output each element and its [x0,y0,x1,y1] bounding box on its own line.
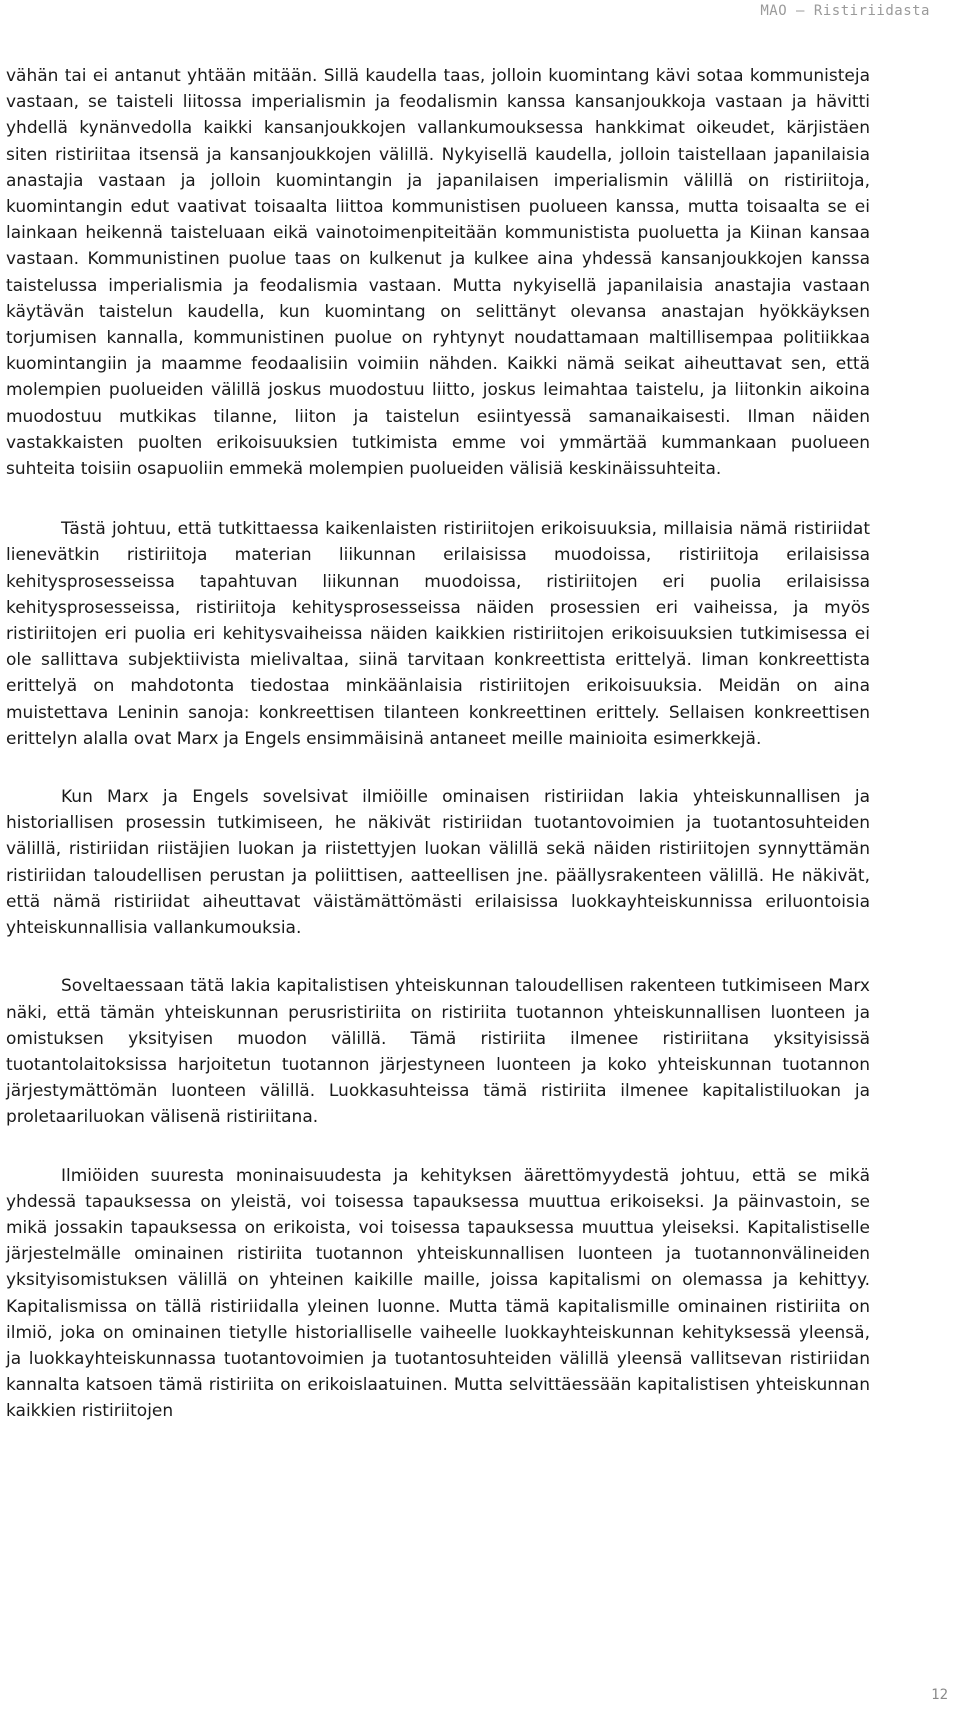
running-header: MAO – Ristiriidasta [760,3,930,19]
paragraph: Soveltaessaan tätä lakia kapitalistisen yhteiskunnan taloudellisen rakenteen tutkimiseen Marx näki, että tämän yhteiskunnan perusristiriita on ristiriita tuotannon yhteiskunnallisen luonteen ja omistuksen yksityisen muodon välillä. Tämä ristiriita ilmenee ristiriitana yksityisissä tuotantolaitoksissa harjoitetun tuotannon järjestyneen luonteen ja koko yhteiskunnan tuotannon järjestymättömän luonteen välillä. Luokkasuhteissa tämä ristiriita ilmenee kapitalistiluokan ja proletaariluokan välisenä ristiriitana. [6,976,870,1128]
paragraph: Tästä johtuu, että tutkittaessa kaikenlaisten ristiriitojen erikoisuuksia, millaisia nämä ristiriidat lienevätkin ristiriitoja materian liikunnan erilaisissa muodoissa, ristiriitoja erilaisissa kehitysprosesseissa tapahtuvan liikunnan muodoissa, ristiriitojen eri puolia erilaisissa kehitysprosesseissa, ristiriitoja kehitysprosesseissa näiden prosessien eri vaiheissa, ja myös ristiriitojen eri puolia eri kehitysvaiheissa näiden kaikkien ristiriitojen erikoisuuksien tutkimisessa ei ole sallittava subjektiivista mielivaltaa, siinä tarvitaan konkreettista erittelyä. Iiman konkreettista erittelyä on mahdotonta tiedostaa minkäänlaisia ristiriitojen erikoisuuksia. Meidän on aina muistettava Leninin sanoja: konkreettisen tilanteen konkreettinen erittely. Sellaisen konkreettisen erittelyn alalla ovat Marx ja Engels ensimmäisinä antaneet meille mainioita esimerkkejä. [6,519,870,749]
paragraph-continued: vähän tai ei antanut yhtään mitään. Sillä kaudella taas, jolloin kuomintang kävi sotaa kommunisteja vastaan, se taisteli liitossa imperialismin ja feodalismin kanssa kansanjoukkoja vastaan ja hävitti yhdellä kynänvedolla kaikki kansanjoukkojen vallankumouksessa hankkimat oikeudet, kärjistäen siten ristiriitaa itsensä ja kansanjoukkojen välillä. Nykyisellä kaudella, jolloin taistellaan japanilaisia anastajia vastaan ja jolloin kuomintangin ja japanilaisen imperialismin välillä on ristiriitoja, kuomintangin edut vaativat toisaalta liittoa kommunistisen puolueen kanssa, mutta toisaalta se ei lainkaan heikennä taisteluaan eikä vainotoimenpiteitään kommunistista puoluetta ja Kiinan kansaa vastaan. Kommunistinen puolue taas on kulkenut ja kulkee aina yhdessä kansanjoukkojen kanssa taistelussa imperialismia ja feodalismia vastaan. Mutta nykyisellä japanilaisia anastajia vastaan käytävän taistelun kaudella, kun kuomintang on selittänyt olevansa anastajan hyökkäyksen torjumisen kannalla, kommunistinen puolue on ryhtynyt noudattamaan maltillisempaa politiikkaa kuomintangiin ja maamme feodaalisiin voimiin nähden. Kaikki nämä seikat aiheuttavat sen, että molempien puolueiden välillä joskus muodostuu liitto, joskus leimahtaa taistelu, ja liitonkin aikoina muodostuu mutkikas tilanne, liiton ja taistelun esiintyessä samanaikaisesti. Ilman näiden vastakkaisten puolten erikoisuuksien tutkimista emme voi ymmärtää kummankaan puolueen suhteita toisiin osapuoliin emmekä molempien puolueiden välisiä keskinäissuhteita. [6,66,870,480]
paragraph: Kun Marx ja Engels sovelsivat ilmiöille ominaisen ristiriidan lakia yhteiskunnallisen ja historiallisen prosessin tutkimiseen, he näkivät ristiriidan tuotantovoimien ja tuotantosuhteiden välillä, ristiriidan riistäjien luokan ja riistettyjen luokan välillä sekä näiden ristiriitojen synnyttämän ristiriidan taloudellisen perustan ja poliittisen, aatteellisen jne. päällysrakenteen välillä. He näkivät, että nämä ristiriidat aiheuttavat väistämättömästi erilaisissa luokkayhteiskunnissa eriluontoisia yhteiskunnallisia vallankumouksia. [6,787,870,939]
document-body [6,63,870,1425]
page-number: 12 [931,1687,948,1703]
paragraph: Ilmiöiden suuresta moninaisuudesta ja kehityksen äärettömyydestä johtuu, että se mikä yhdessä tapauksessa on yleistä, voi toisessa tapauksessa muuttua erikoiseksi. Ja päinvastoin, se mikä jossakin tapauksessa on erikoista, voi toisessa tapauksessa muuttua yleiseksi. Kapitalistiselle järjestelmälle ominainen ristiriita tuotannon yhteiskunnallisen luonteen ja tuotannonvälineiden yksityisomistuksen välillä on yhteinen kaikille maille, joissa kapitalismi on olemassa ja kehittyy. Kapitalismissa on tällä ristiriidalla yleinen luonne. Mutta tämä kapitalismille ominainen ristiriita on ilmiö, joka on ominainen tietylle historialliselle vaiheelle luokkayhteiskunnan kehityksessä yleensä, ja luokkayhteiskunnassa tuotantovoimien ja tuotantosuhteiden välillä yleensä vallitsevan ristiriidan kannalta katsoen tämä ristiriita on erikoislaatuinen. Mutta selvittäessään kapitalistisen yhteiskunnan kaikkien ristiriitojen [6,1165,870,1422]
